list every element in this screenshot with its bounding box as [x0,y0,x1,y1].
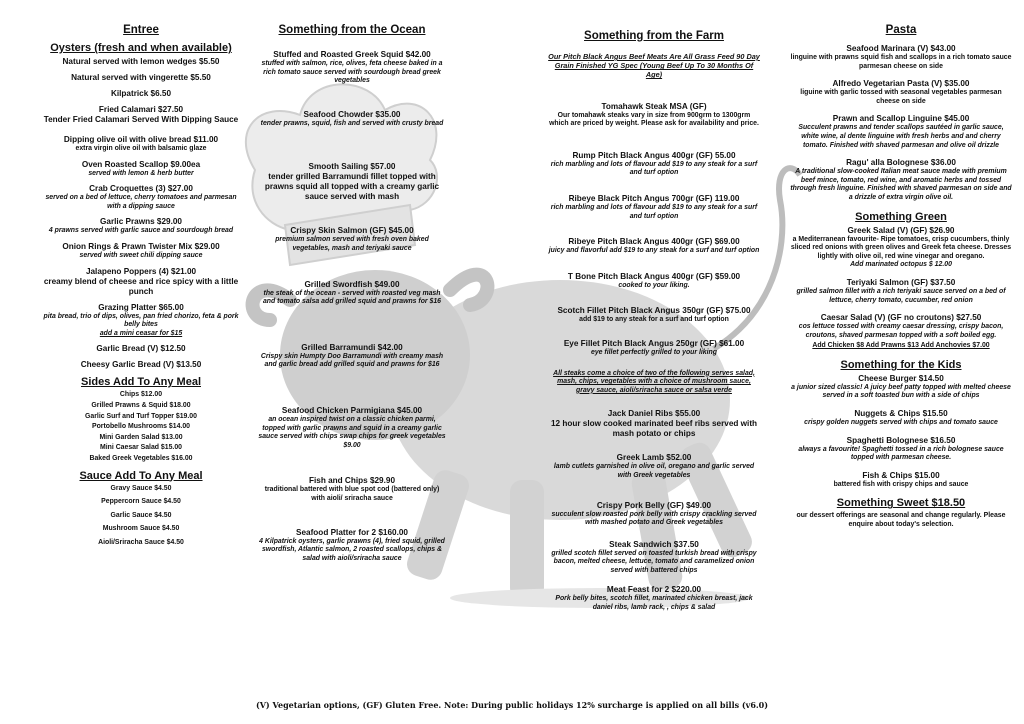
item-description: 4 prawns served with garlic sauce and sourdough bread [48,227,234,235]
sauce-item: Aioli/Sriracha Sauce $4.50 [98,538,184,546]
item-name: Grilled Barramundi $42.00 [301,342,403,352]
sauce-item: Garlic Sauce $4.50 [110,511,172,519]
menu-item [790,471,1012,490]
menu-item [548,306,760,325]
item-name: Alfredo Vegetarian Pasta (V) $35.00 [832,79,970,89]
pasta-heading: Pasta [885,24,917,36]
item-description: grilled scotch fillet served on toasted turkish bread with crispy bacon, melted cheese, lettuce, tomato and caramelized onion served with battered chips [551,549,757,574]
menu-item [258,406,446,450]
menu-item [790,158,1012,202]
item-description: rich marbling and lots of flavour add $19 to any steak for a surf and turf option [550,203,758,220]
item-name: Ragu' alla Bolognese $36.00 [846,158,956,168]
green-heading: Something Green [855,210,947,223]
menu-item [42,242,240,261]
item-name: Oven Roasted Scallop $9.00ea [81,159,201,169]
item-description: 12 hour slow cooked marinated beef ribs served with mash potato or chips [550,419,758,439]
item-description: the steak of the ocean - served with roasted veg mash and tomato salsa add grilled squid and prawns for $16 [262,289,442,306]
item-description: lamb cutlets garnished in olive oil, oregano and garlic served with Greek vegetables [553,463,755,479]
item-description: served on a bed of lettuce, cherry tomatoes and parmesan with a dipping sauce [45,194,237,210]
sauces-heading: Sauce Add To Any Meal [79,469,203,482]
item-description: grilled salmon fillet with a rich teriyaki sauce served on a bed of lettuce, cherry tomato, cucumber, red onion [796,287,1006,304]
farm-heading: Something from the Farm [584,30,724,42]
item-description: an ocean inspired twist on a classic chicken parmi, topped with garlic prawns and squid in a creamy garlic sauce served with chips swap chips for greek vegetables $9.00 [258,415,446,449]
item-name: Caesar Salad (V) (GF no croutons) $27.50 [820,313,982,323]
item-name: Stuffed and Roasted Greek Squid $42.00 [273,50,431,59]
menu-item [548,409,760,439]
item-description: a Mediterranean favourite- Ripe tomatoes, crisp cucumbers, thinly sliced red onions with green olives and Greek feta cheese. Dresses lightly with olive oil, red wine vinegar and oregano. [790,235,1012,260]
item-name: Onion Rings & Prawn Twister Mix $29.00 [62,241,220,251]
menu-item [258,528,446,564]
item-name: Jack Daniel Ribs $55.00 [607,409,701,419]
item-name: Steak Sandwich $37.50 [609,539,699,549]
item-description: Tender Fried Calamari Served With Dipping Sauce [43,115,239,124]
item-name: Grilled Swordfish $49.00 [304,279,400,289]
item-description: always a favourite! Spaghetti tossed in a rich bolognese sauce topped with parmesan cheese. [798,445,1004,462]
item-name: Seafood Chicken Parmigiana $45.00 [281,405,423,415]
item-name: Crispy Pork Belly (GF) $49.00 [596,500,712,510]
item-name: Seafood Platter for 2 $160.00 [296,527,408,537]
item-description: linguine with prawns squid fish and scallops in a rich tomato sauce parmesan cheese on side [790,54,1012,70]
menu-item [42,184,240,211]
item-name: Tomahawk Steak MSA (GF) [601,101,707,111]
menu-item [548,339,760,358]
menu-item [42,217,240,236]
item-description: rich marbling and lots of flavour add $19 to any steak for a surf and turf option [550,160,758,177]
item-name: Smooth Sailing $57.00 [308,162,396,172]
item-description: crispy golden nuggets served with chips and tomato sauce [804,419,998,427]
item-description: creamy blend of cheese and rice spicy with a little punch [43,276,239,296]
item-name: Grazing Platter $65.00 [98,302,184,312]
menu-footer-note: (V) Vegetarian options, (GF) Gluten Free. Note: During public holidays 12% surcharge is applied on all bills (v6.0) [255,700,769,710]
item-name: Rump Pitch Black Angus 400gr (GF) 55.00 [572,150,736,160]
item-description: cos lettuce tossed with creamy caesar dressing, crispy bacon, croutons, shaved parmesan topped with a soft boiled egg. [798,323,1004,339]
menu-item [42,303,240,339]
farm-column [548,28,760,621]
item-addon: Add marinated octopus $ 12.00 [850,261,952,269]
item-name: Meat Feast for 2 $220.00 [606,585,702,595]
item-name: Crab Croquettes (3) $27.00 [89,184,193,194]
item-description: juicy and flavorful add $19 to any steak for a surf and turf option [548,247,760,255]
menu-item [258,343,446,370]
menu-item [258,226,446,253]
sauce-item: Gravy Sauce $4.50 [110,484,172,492]
item-name: Fish & Chips $15.00 [862,470,940,480]
steak-sides-note: All steaks come a choice of two of the following serves salad, mash, chips, vegetables with a choice of mushroom sauce, gravy sauce, aioli/sriracha sauce or salsa verde [553,369,755,394]
item-name: T Bone Pitch Black Angus 400gr (GF) $59.00 [567,271,741,281]
kids-heading: Something for the Kids [840,358,962,371]
item-description: A traditional slow-cooked Italian meat sauce made with premium beef mince, tomato, red wine, and aromatic herbs and tossed through fresh linguine. Finished with shaved parmesan on side and a drizzle of extra virgin olive oil. [790,168,1012,201]
item-name: Scotch Fillet Pitch Black Angus 350gr (GF) $75.00 [557,306,751,316]
entree-heading: Entree [123,24,159,36]
item-name: Greek Salad (V) (GF) $26.90 [847,225,955,235]
menu-item [548,151,760,178]
menu-item [548,237,760,256]
menu-item [790,226,1012,270]
sweet-description: our dessert offerings are seasonal and change regularly. Please enquire about today's selection. [796,512,1006,529]
menu-item [790,278,1012,305]
item-name: Ribeye Black Pitch Angus 700gr (GF) 119.00 [568,193,740,203]
item-description: traditional battered with blue spot cod (battered only) with aioli/ sriracha sauce [264,486,440,502]
item-description: pita bread, trio of dips, olives, pan fried chorizo, feta & pork belly bites [43,312,239,329]
item-description: Crispy skin Humpty Doo Barramundi with creamy mash and garlic bread add grilled squid and prawns for $16 [260,352,444,369]
sides-heading: Sides Add To Any Meal [81,376,201,389]
menu-item [258,476,446,503]
item-addon: add a mini ceasar for $15 [99,329,183,337]
menu-item: Natural served with vingerette $5.50 [71,73,211,82]
side-item: Baked Greek Vegetables $16.00 [89,454,193,462]
menu-item [548,585,760,612]
ocean-column [258,22,446,571]
menu-item [258,280,446,307]
item-description: add $19 to any steak for a surf and turf option [579,316,729,324]
salad-addons: Add Chicken $8 Add Prawns $13 Add Anchovies $7.00 [812,342,990,350]
menu-item [548,102,760,129]
sauce-item: Peppercorn Sauce $4.50 [101,498,181,506]
item-name: Crispy Skin Salmon (GF) $45.00 [290,226,414,236]
menu-item [790,436,1012,463]
menu-item: Kilpatrick $6.50 [110,89,172,98]
menu-item: Garlic Bread (V) $12.50 [96,344,186,354]
item-description: tender prawns, squid, fish and served with crusty bread [260,119,444,127]
menu-item [790,313,1012,340]
ocean-heading: Something from the Ocean [278,24,426,36]
item-name: Fried Calamari $27.50 [98,105,184,114]
item-description: Succulent prawns and tender scallops sautéed in garlic sauce, white wine, al dente linguine with fresh herbs and and cherry tomato. Finished with shaved parmesan and olive oil drizzle [798,124,1004,149]
sauce-item: Mushroom Sauce $4.50 [102,525,180,533]
item-description: eye fillet perfectly grilled to your liking [591,348,717,356]
item-name: Jalapeno Poppers (4) $21.00 [85,266,197,276]
menu-item [548,194,760,221]
item-name: Spaghetti Bolognese $16.50 [846,435,956,445]
side-item: Grilled Prawns & Squid $18.00 [91,401,191,409]
item-description: succulent slow roasted pork belly with crispy crackling served with mashed potato and Greek vegetables [551,510,757,527]
item-name: Eye Fillet Pitch Black Angus 250gr (GF) $61.00 [563,338,745,348]
menu-item [790,374,1012,401]
menu-item [548,540,760,576]
item-description: 4 Kilpatrick oysters, garlic prawns (4), fried squid, grilled swordfish, Atlantic salmon, 2 roasted scallops, chips & salad with aioli/sriracha sauce [259,537,445,562]
side-item: Chips $12.00 [119,391,163,399]
item-description: premium salmon served with fresh oven baked vegetables, mash and teriyaki sauce [275,236,429,252]
sweet-heading: Something Sweet $18.50 [836,497,966,510]
item-description: stuffed with salmon, rice, olives, feta cheese baked in a rich tomato sauce served with sourdough bread greek vegetables [261,60,443,85]
item-name: Fish and Chips $29.90 [309,476,395,486]
menu-item [258,110,446,129]
oysters-heading: Oysters (fresh and when available) [50,42,232,54]
item-name: Nuggets & Chips $15.50 [854,409,948,419]
item-description: served with lemon & herb butter [88,169,194,177]
entree-column [42,22,240,552]
menu-item [42,105,240,125]
item-description: a junior sized classic! A juicy beef patty topped with melted cheese served in a soft toasted bun with a side of chips [791,383,1011,400]
menu-item [258,162,446,202]
side-item: Portobello Mushrooms $14.00 [91,423,191,431]
item-description: extra virgin olive oil with balsamic glaze [75,145,207,152]
menu-item [790,114,1012,150]
item-description: battered fish with crispy chips and sauce [833,480,969,488]
menu-item [790,79,1012,106]
menu-item [258,50,446,86]
menu-item: Natural served with lemon wedges $5.50 [62,57,220,66]
item-description: Pork belly bites, scotch fillet, marinated chicken breast, jack daniel ribs, lamb rack, , chips & salad [555,595,753,612]
item-description: Our tomahawk steaks vary in size from 900grm to 1300grm which are priced by weight. Please ask for availability and price. [549,111,759,128]
item-description: cooked to your liking. [618,281,690,289]
farm-intro: Our Pitch Black Angus Beef Meats Are All Grass Feed 90 Day Grain Finished YG Spec (Young Beef Up To 30 Months Of Age) [548,52,760,80]
item-name: Teriyaki Salmon (GF) $37.50 [846,277,956,287]
item-name: Garlic Prawns $29.00 [100,217,182,227]
menu-item [548,501,760,528]
item-description: served with sweet chili dipping sauce [79,251,203,259]
item-description: liguine with garlic tossed with seasonal vegetables parmesan cheese on side [800,89,1002,105]
item-name: Prawn and Scallop Linguine $45.00 [832,114,970,124]
menu-item [42,160,240,179]
item-name: Greek Lamb $52.00 [616,453,692,463]
menu-item [42,135,240,154]
side-item: Mini Garden Salad $13.00 [99,433,183,441]
menu-item [42,267,240,297]
sides-section [42,376,240,547]
item-name: Seafood Chowder $35.00 [303,109,401,119]
menu-item [790,409,1012,428]
side-item: Garlic Surf and Turf Topper $19.00 [85,412,197,420]
menu-item [548,453,760,480]
item-name: Ribeye Pitch Black Angus 400gr (GF) $69.00 [568,237,740,247]
item-name: Cheese Burger $14.50 [858,373,944,383]
side-item: Mini Caesar Salad $15.00 [100,444,182,452]
menu-item [790,44,1012,71]
pasta-column [790,22,1012,530]
item-description: tender grilled Barramundi fillet topped with prawns squid all topped with a creamy garlic sauce served with mash [264,172,440,202]
item-name: Seafood Marinara (V) $43.00 [846,44,956,53]
menu-item: Cheesy Garlic Bread (V) $13.50 [80,360,202,370]
item-name: Dipping olive oil with olive bread $11.00 [63,135,219,144]
menu-item [548,272,760,291]
